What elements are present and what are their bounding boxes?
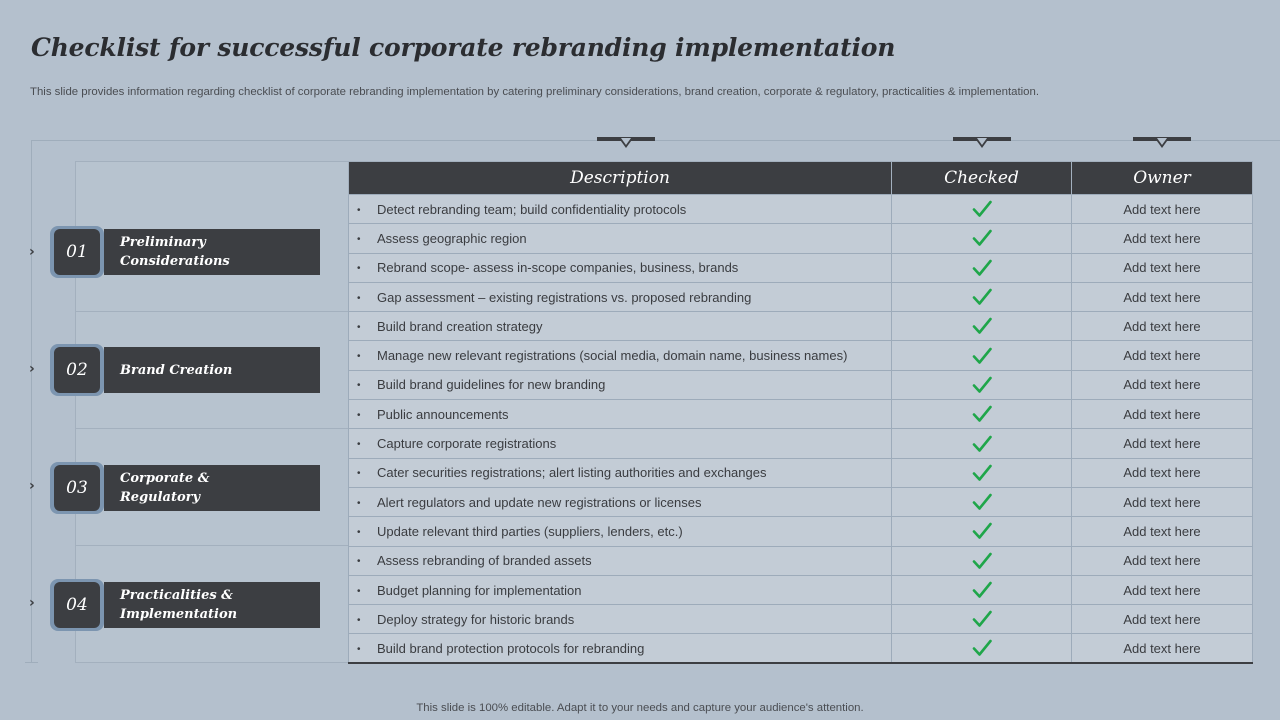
owner-cell[interactable]: Add text here xyxy=(1072,370,1253,399)
description-text: Capture corporate registrations xyxy=(377,436,557,452)
description-cell xyxy=(349,429,892,458)
table-row xyxy=(349,575,1253,604)
checked-cell xyxy=(892,429,1072,458)
checked-cell xyxy=(892,224,1072,253)
checkmark-icon xyxy=(972,347,992,365)
owner-cell[interactable]: Add text here xyxy=(1072,224,1253,253)
bullet-icon: • xyxy=(357,585,361,597)
table-row xyxy=(349,312,1253,341)
category-label: Brand Creation xyxy=(120,362,233,378)
checkmark-icon xyxy=(972,464,992,482)
category-divider xyxy=(75,428,349,429)
checkmark-icon xyxy=(972,639,992,657)
description-cell xyxy=(349,487,892,516)
description-cell xyxy=(349,605,892,634)
owner-cell[interactable]: Add text here xyxy=(1072,282,1253,311)
bullet-icon: • xyxy=(357,380,361,392)
checkmark-icon xyxy=(972,200,992,218)
category-03 xyxy=(50,462,322,514)
description-cell xyxy=(349,370,892,399)
table-row xyxy=(349,400,1253,429)
table-row xyxy=(349,546,1253,575)
checked-cell xyxy=(892,517,1072,546)
checked-cell xyxy=(892,546,1072,575)
category-label: Corporate & Regulatory xyxy=(120,471,210,505)
owner-cell[interactable]: Add text here xyxy=(1072,487,1253,516)
table-row xyxy=(349,341,1253,370)
description-cell xyxy=(349,341,892,370)
checkmark-icon xyxy=(972,229,992,247)
bullet-icon: • xyxy=(357,204,361,216)
owner-cell[interactable]: Add text here xyxy=(1072,458,1253,487)
checkmark-icon xyxy=(972,317,992,335)
bullet-icon: • xyxy=(357,643,361,655)
checked-cell xyxy=(892,312,1072,341)
table-row xyxy=(349,458,1253,487)
description-cell xyxy=(349,634,892,663)
chevron-right-icon: › xyxy=(29,244,35,260)
checked-cell xyxy=(892,370,1072,399)
description-text: Build brand guidelines for new branding xyxy=(377,377,606,393)
category-01 xyxy=(50,226,322,278)
description-cell xyxy=(349,458,892,487)
description-text: Public announcements xyxy=(377,406,509,422)
category-label: Practicalities & Implementation xyxy=(120,588,238,622)
checked-header: Checked xyxy=(892,162,1072,195)
description-text: Build brand protection protocols for rebranding xyxy=(377,640,645,656)
checked-cell xyxy=(892,282,1072,311)
description-text: Detect rebranding team; build confidentiality protocols xyxy=(377,201,687,217)
chevron-right-icon: › xyxy=(29,478,35,494)
description-cell xyxy=(349,312,892,341)
bullet-icon: • xyxy=(357,233,361,245)
description-cell xyxy=(349,546,892,575)
chevron-right-icon: › xyxy=(29,361,35,377)
owner-cell[interactable]: Add text here xyxy=(1072,341,1253,370)
owner-cell[interactable]: Add text here xyxy=(1072,546,1253,575)
bullet-icon: • xyxy=(357,351,361,363)
category-divider xyxy=(75,311,349,312)
checked-cell xyxy=(892,458,1072,487)
checkmark-icon xyxy=(972,405,992,423)
category-label: Preliminary Considerations xyxy=(120,235,230,269)
table-row xyxy=(349,517,1253,546)
table-row xyxy=(349,224,1253,253)
checked-cell xyxy=(892,575,1072,604)
table-header-row xyxy=(349,162,1253,195)
description-text: Rebrand scope- assess in-scope companies, business, brands xyxy=(377,260,739,276)
table-row xyxy=(349,195,1253,224)
owner-cell[interactable]: Add text here xyxy=(1072,195,1253,224)
owner-cell[interactable]: Add text here xyxy=(1072,517,1253,546)
description-text: Budget planning for implementation xyxy=(377,582,582,598)
checked-cell xyxy=(892,253,1072,282)
checkmark-icon xyxy=(972,522,992,540)
owner-cell[interactable]: Add text here xyxy=(1072,429,1253,458)
table-row xyxy=(349,282,1253,311)
description-tab-marker xyxy=(597,137,655,144)
checklist-table xyxy=(348,161,1253,664)
description-text: Gap assessment – existing registrations vs. proposed rebranding xyxy=(377,289,752,305)
checkmark-icon xyxy=(972,552,992,570)
bullet-icon: • xyxy=(357,321,361,333)
owner-cell[interactable]: Add text here xyxy=(1072,400,1253,429)
checked-cell xyxy=(892,634,1072,663)
checked-cell xyxy=(892,605,1072,634)
table-row xyxy=(349,429,1253,458)
owner-cell[interactable]: Add text here xyxy=(1072,634,1253,663)
chevron-right-icon: › xyxy=(29,595,35,611)
bullet-icon: • xyxy=(357,497,361,509)
footer-note: This slide is 100% editable. Adapt it to your needs and capture your audience's attention. xyxy=(416,702,864,714)
table-row xyxy=(349,370,1253,399)
frame-top-line xyxy=(31,140,1280,141)
checked-cell xyxy=(892,400,1072,429)
description-cell xyxy=(349,517,892,546)
bullet-icon: • xyxy=(357,263,361,275)
description-cell xyxy=(349,575,892,604)
table-row xyxy=(349,253,1253,282)
owner-cell[interactable]: Add text here xyxy=(1072,312,1253,341)
category-number: 02 xyxy=(54,347,100,393)
checkmark-icon xyxy=(972,435,992,453)
bullet-icon: • xyxy=(357,292,361,304)
description-cell xyxy=(349,195,892,224)
bullet-icon: • xyxy=(357,556,361,568)
checkmark-icon xyxy=(972,288,992,306)
description-text: Deploy strategy for historic brands xyxy=(377,611,575,627)
page-subtitle: This slide provides information regarding checklist of corporate rebranding implementation by catering preliminary considerations, brand creation, corporate & regulatory, practicalities & implementation. xyxy=(30,86,1039,98)
description-text: Manage new relevant registrations (social media, domain name, business names) xyxy=(377,348,848,364)
table-row xyxy=(349,487,1253,516)
category-number: 03 xyxy=(54,465,100,511)
owner-cell[interactable]: Add text here xyxy=(1072,253,1253,282)
description-text: Assess geographic region xyxy=(377,230,527,246)
frame-foot-line xyxy=(25,662,38,663)
description-text: Cater securities registrations; alert listing authorities and exchanges xyxy=(377,465,767,481)
frame-left-line xyxy=(31,140,32,662)
description-cell xyxy=(349,224,892,253)
checkmark-icon xyxy=(972,581,992,599)
bullet-icon: • xyxy=(357,468,361,480)
bullet-icon: • xyxy=(357,526,361,538)
category-divider xyxy=(75,545,349,546)
bullet-icon: • xyxy=(357,614,361,626)
description-text: Assess rebranding of branded assets xyxy=(377,553,592,569)
category-number: 01 xyxy=(54,229,100,275)
checked-tab-marker xyxy=(953,137,1011,144)
checked-cell xyxy=(892,487,1072,516)
description-text: Alert regulators and update new registrations or licenses xyxy=(377,494,702,510)
bullet-icon: • xyxy=(357,409,361,421)
description-header: Description xyxy=(349,162,892,195)
category-04 xyxy=(50,579,322,631)
checkmark-icon xyxy=(972,376,992,394)
description-cell xyxy=(349,282,892,311)
description-cell xyxy=(349,253,892,282)
table-row xyxy=(349,634,1253,663)
checked-cell xyxy=(892,341,1072,370)
category-number: 04 xyxy=(54,582,100,628)
checkmark-icon xyxy=(972,493,992,511)
description-text: Build brand creation strategy xyxy=(377,318,543,334)
checkmark-icon xyxy=(972,259,992,277)
checked-cell xyxy=(892,195,1072,224)
description-cell xyxy=(349,400,892,429)
owner-header: Owner xyxy=(1072,162,1253,195)
description-text: Update relevant third parties (suppliers, lenders, etc.) xyxy=(377,523,683,539)
table-row xyxy=(349,605,1253,634)
checkmark-icon xyxy=(972,610,992,628)
bullet-icon: • xyxy=(357,439,361,451)
page-title: Checklist for successful corporate rebranding implementation xyxy=(31,33,896,62)
owner-cell[interactable]: Add text here xyxy=(1072,605,1253,634)
category-02 xyxy=(50,344,322,396)
owner-cell[interactable]: Add text here xyxy=(1072,575,1253,604)
owner-tab-marker xyxy=(1133,137,1191,144)
